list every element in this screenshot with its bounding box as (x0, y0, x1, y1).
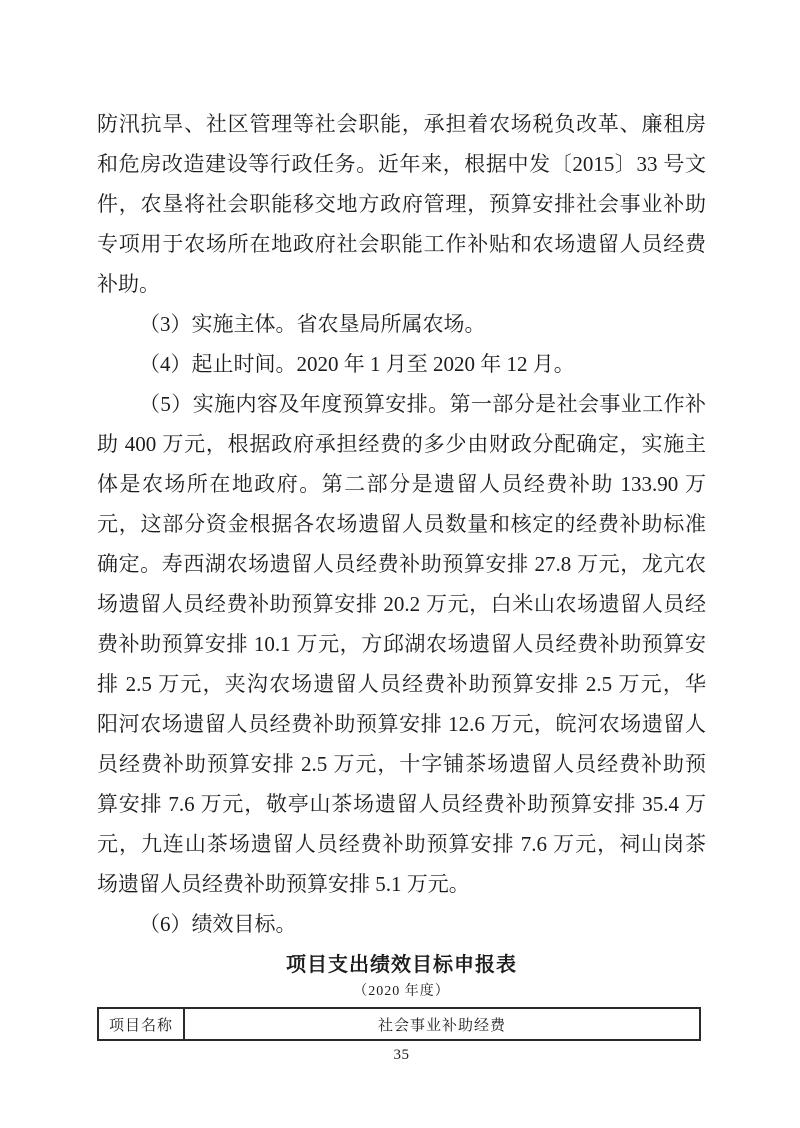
body-line: 确定。寿西湖农场遗留人员经费补助预算安排 27.8 万元，龙亢农 (97, 552, 706, 576)
body-line: 防汛抗旱、社区管理等社会职能，承担着农场税负改革、廉租房 (97, 112, 706, 136)
body-line: 件，农垦将社会职能移交地方政府管理，预算安排社会事业补助 (97, 192, 706, 216)
body-line: 费补助预算安排 10.1 万元，方邱湖农场遗留人员经费补助预算安 (97, 632, 706, 656)
body-line: 专项用于农场所在地政府社会职能工作补贴和农场遗留人员经费 (97, 232, 706, 256)
body-line: 补助。 (97, 272, 160, 296)
body-line: 员经费补助预算安排 2.5 万元，十字铺茶场遗留人员经费补助预 (97, 752, 706, 776)
body-line: 阳河农场遗留人员经费补助预算安排 12.6 万元，皖河农场遗留人 (97, 712, 706, 736)
performance-target-table (97, 1007, 701, 1041)
table-subtitle: （2020 年度） (353, 984, 450, 999)
body-line: （3）实施主体。省农垦局所属农场。 (139, 312, 486, 336)
body-line: 助 400 万元，根据政府承担经费的多少由财政分配确定，实施主 (97, 432, 706, 456)
body-line: 排 2.5 万元，夹沟农场遗留人员经费补助预算安排 2.5 万元，华 (97, 672, 706, 696)
table-cell-project-name-label: 项目名称 (98, 1008, 184, 1040)
body-line: 场遗留人员经费补助预算安排 5.1 万元。 (97, 872, 470, 896)
body-line: 元，这部分资金根据各农场遗留人员数量和核定的经费补助标准 (97, 512, 706, 536)
table-title: 项目支出绩效目标申报表 (286, 954, 517, 976)
body-line: （5）实施内容及年度预算安排。第一部分是社会事业工作补 (139, 392, 706, 416)
body-line: （6）绩效目标。 (139, 912, 297, 936)
page-number: 35 (393, 1047, 410, 1063)
document-content (97, 104, 706, 1064)
body-line: 元，九连山茶场遗留人员经费补助预算安排 7.6 万元，祠山岗茶 (97, 832, 706, 856)
body-line: 场遗留人员经费补助预算安排 20.2 万元，白米山农场遗留人员经 (97, 592, 706, 616)
body-line: 和危房改造建设等行政任务。近年来，根据中发〔2015〕33 号文 (97, 152, 706, 176)
body-line: 算安排 7.6 万元，敬亭山茶场遗留人员经费补助预算安排 35.4 万 (97, 792, 706, 816)
table-row (98, 1008, 700, 1040)
body-line: 体是农场所在地政府。第二部分是遗留人员经费补助 133.90 万 (97, 472, 706, 496)
table-cell-project-name-value: 社会事业补助经费 (184, 1008, 700, 1040)
body-line: （4）起止时间。2020 年 1 月至 2020 年 12 月。 (139, 352, 575, 376)
